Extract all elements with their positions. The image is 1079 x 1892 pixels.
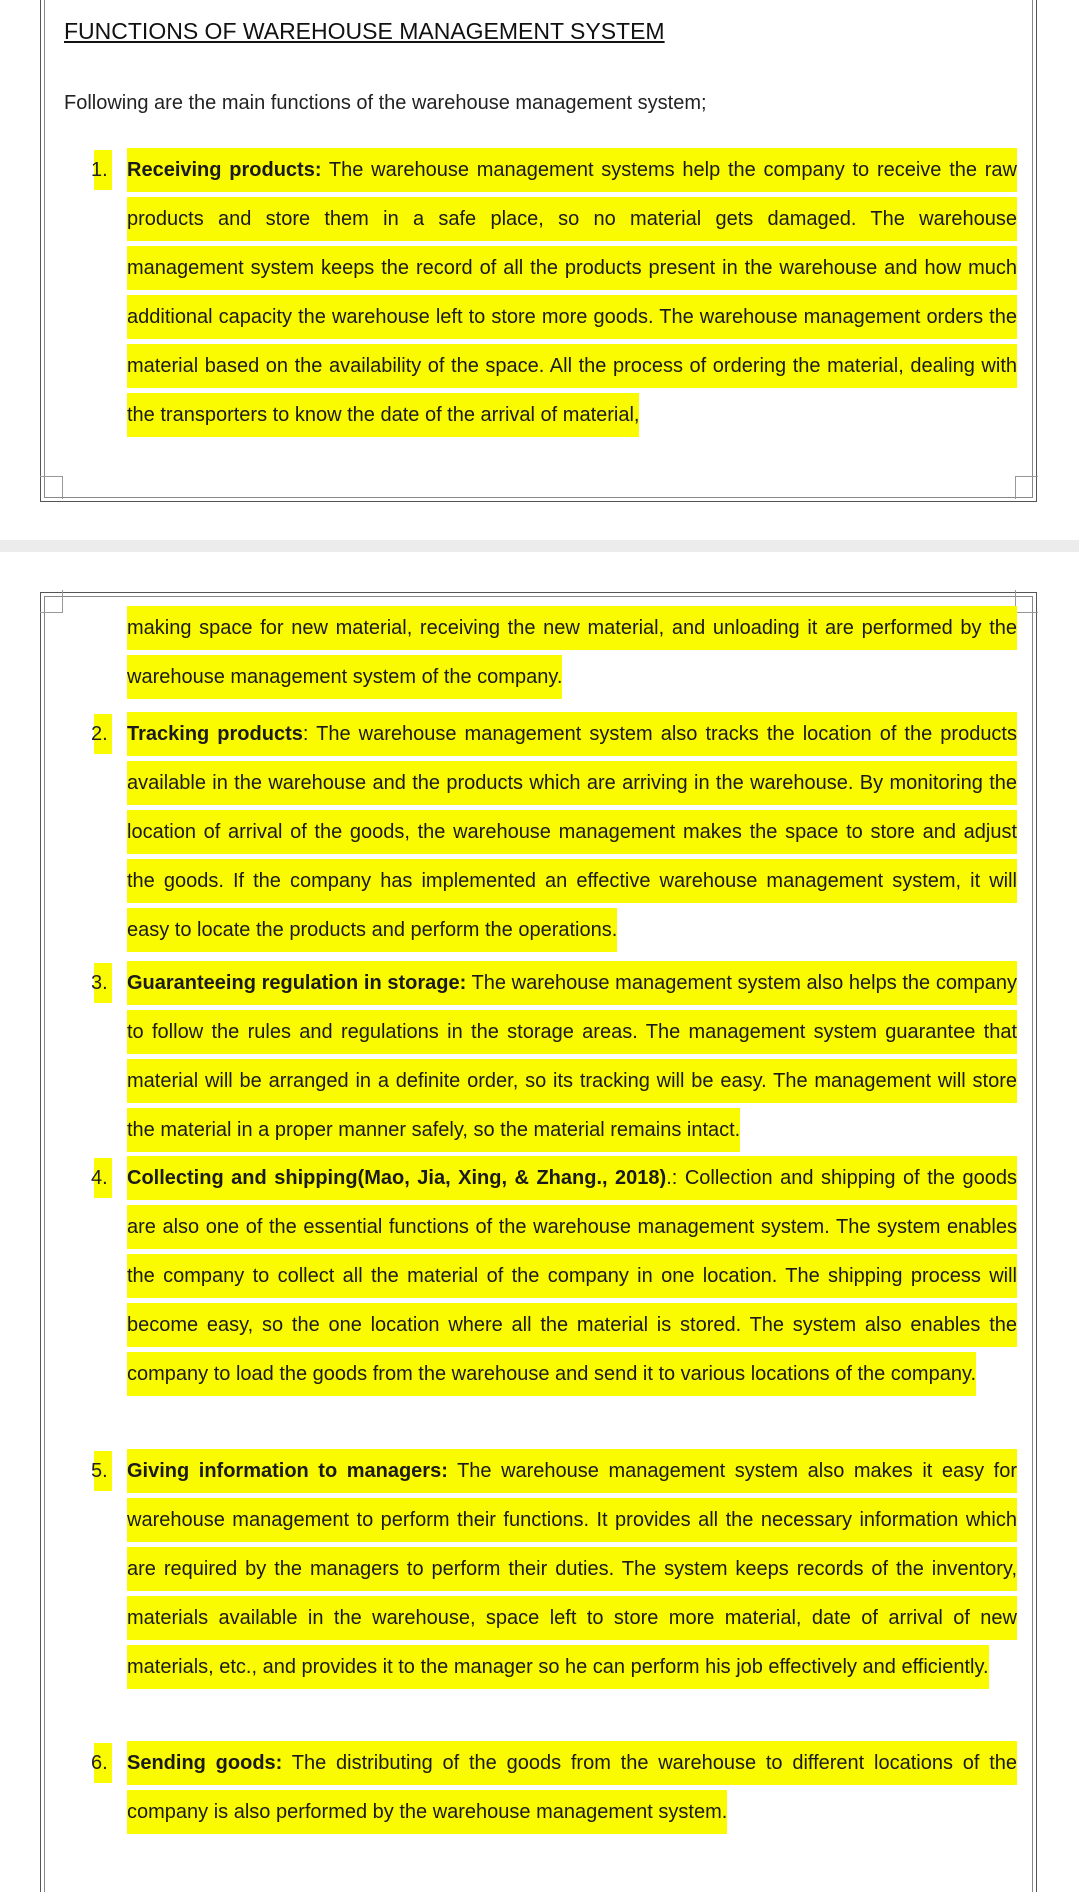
list-number: 3.: [94, 963, 112, 1003]
list-item-text: [127, 1154, 1017, 1399]
list-item-text: [127, 1447, 1017, 1692]
item-text: The distributing of the goods from the warehouse to different locations of the company is also performed by the warehouse management system.: [127, 1752, 1018, 1823]
item-heading: Giving information to managers:: [127, 1460, 448, 1482]
list-item-text: [127, 146, 1017, 440]
item-text: The warehouse management system also makes it easy for warehouse management to perform their functions. It provides all the necessary information which are required by the managers to perform their duties. The system keeps records of the inventory, materials available in the warehouse, space left to store more material, date of arrival of new materials, etc., and provides it to the manager so he can perform his job effectively and efficiently.: [127, 1460, 1017, 1678]
corner-mark: [1015, 476, 1038, 499]
list-item-text: [127, 604, 1017, 702]
item-text: : The warehouse management system also tracks the location of the products available in the warehouse and the products which are arriving in the warehouse. By monitoring the location of arrival of the goods, the warehouse management makes the space to store and adjust the goods. If the company has implemented an effective warehouse management system, it will easy to locate the products and perform the operations.: [127, 723, 1017, 941]
list-number: 6.: [94, 1743, 112, 1783]
list-number: 2.: [94, 714, 112, 754]
list-item-text: [127, 959, 1017, 1155]
corner-mark: [40, 590, 63, 613]
item-text: The warehouse management system also helps the company to follow the rules and regulations in the storage areas. The management system guarantee that material will be arranged in a definite order, so its tracking will be easy. The management will store the material in a proper manner safely, so the material remains intact.: [127, 972, 1017, 1141]
corner-mark: [40, 476, 63, 499]
page-gap: [0, 540, 1079, 552]
list-item-text: [127, 1739, 1017, 1837]
item-heading: Receiving products:: [127, 159, 322, 181]
item-heading: Tracking products: [127, 723, 303, 745]
item-text: The warehouse management systems help the company to receive the raw products and store them in a safe place, so no material gets damaged. The warehouse management system keeps the record of all the products present in the warehouse and how much additional capacity the warehouse left to store more goods. The warehouse management orders the material based on the availability of the space. All the process of ordering the material, dealing with the transporters to know the date of the arrival of material,: [127, 159, 1017, 426]
corner-mark: [1015, 590, 1038, 613]
intro-paragraph: Following are the main functions of the warehouse management system;: [64, 92, 707, 114]
list-number: 5.: [94, 1451, 112, 1491]
item-text: .: Collection and shipping of the goods are also one of the essential functions of the warehouse management system. The system enables the company to collect all the material of the company in one location. The shipping process will become easy, so the one location where all the material is stored. The system also enables the company to load the goods from the warehouse and send it to various locations of the company.: [127, 1167, 1018, 1385]
item-heading: Sending goods:: [127, 1752, 283, 1774]
item-heading: Guaranteeing regulation in storage:: [127, 972, 467, 994]
list-number: 1.: [94, 150, 112, 190]
list-number: 4.: [94, 1158, 112, 1198]
item-text: making space for new material, receiving the new material, and unloading it are performed by the warehouse management system of the company.: [127, 617, 1017, 688]
document-title: FUNCTIONS OF WAREHOUSE MANAGEMENT SYSTEM: [64, 18, 665, 44]
list-item-text: [127, 710, 1017, 955]
item-heading: Collecting and shipping(Mao, Jia, Xing, & Zhang., 2018): [127, 1167, 667, 1189]
